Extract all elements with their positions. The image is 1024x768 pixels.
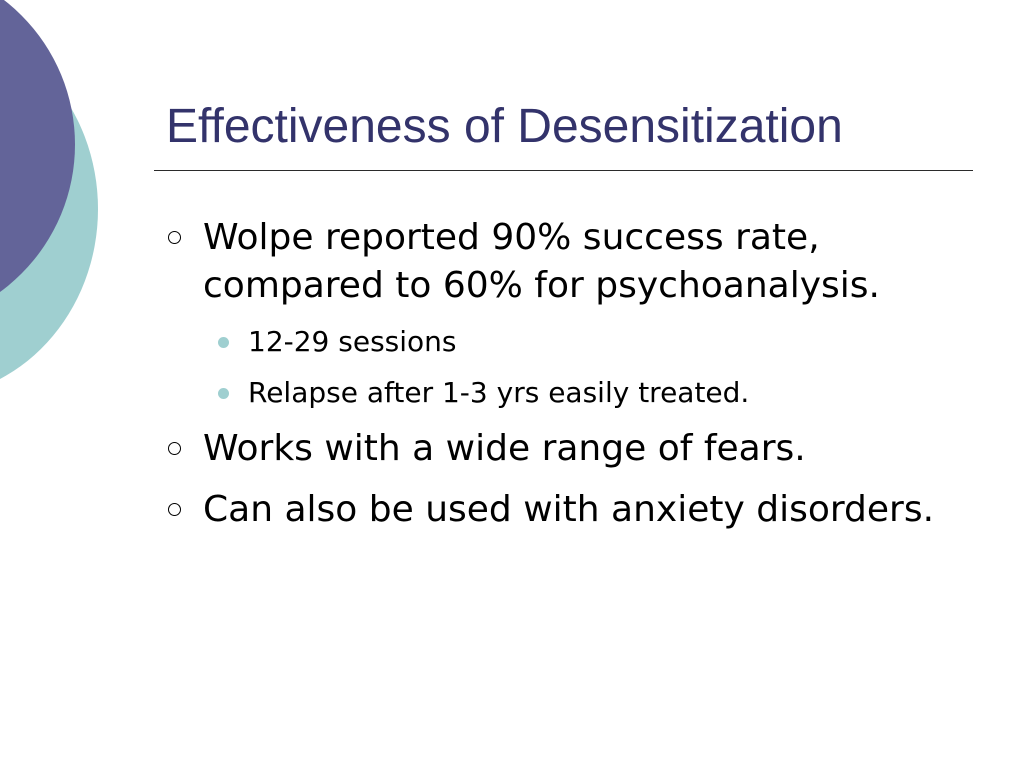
bullet-item xyxy=(160,425,960,473)
bullet-text: Wolpe reported 90% success rate, compared to 60% for psychoanalysis. xyxy=(203,217,880,306)
sub-bullet-text: Relapse after 1-3 yrs easily treated. xyxy=(248,376,750,409)
bullet-item xyxy=(160,486,960,534)
circle-outline-bullet-icon xyxy=(168,231,181,244)
sub-bullet-item xyxy=(160,374,960,412)
bullet-item xyxy=(160,214,960,310)
sub-bullet-list xyxy=(160,323,960,412)
slide-title: Effectiveness of Desensitization xyxy=(166,100,843,153)
sub-bullet-text: 12-29 sessions xyxy=(248,325,457,358)
bullet-list xyxy=(160,214,960,547)
circle-outline-bullet-icon xyxy=(168,503,181,516)
teal-dot-bullet-icon xyxy=(218,388,229,399)
bullet-text: Can also be used with anxiety disorders. xyxy=(203,489,935,530)
title-divider xyxy=(154,170,973,171)
bullet-text: Works with a wide range of fears. xyxy=(203,428,806,469)
sub-bullet-item xyxy=(160,323,960,361)
circle-outline-bullet-icon xyxy=(168,442,181,455)
teal-dot-bullet-icon xyxy=(218,337,229,348)
